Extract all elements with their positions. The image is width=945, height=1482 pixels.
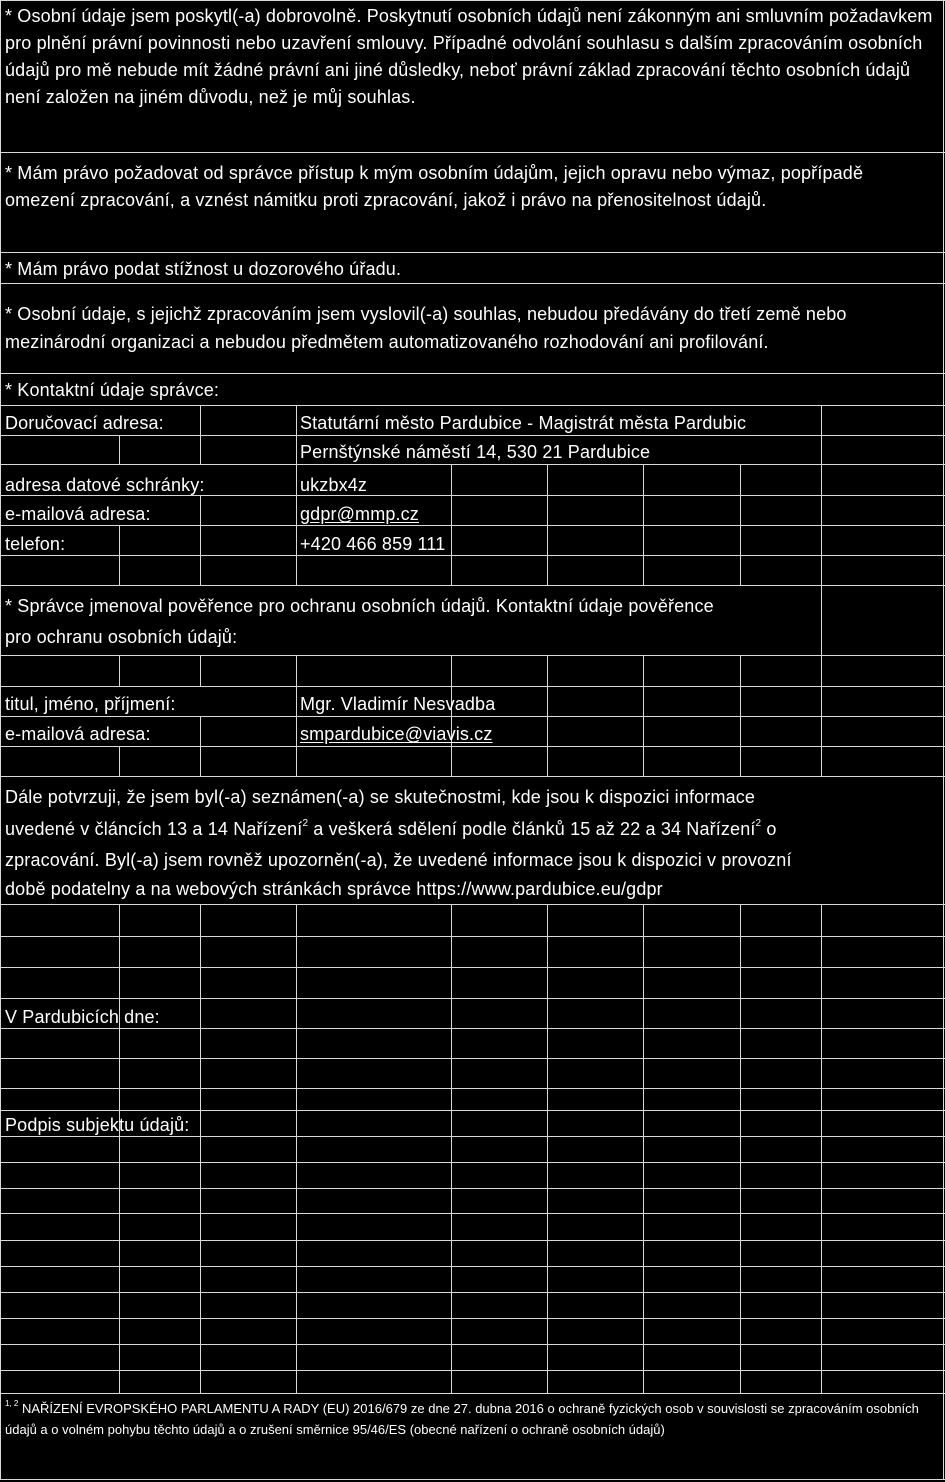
grid-col-line (296, 686, 297, 746)
grid-col-line (200, 495, 201, 525)
grid-row-line (0, 1213, 945, 1214)
grid-col-line (740, 998, 741, 1028)
grid-col-line (821, 1028, 822, 1110)
grid-row-line (0, 998, 945, 999)
grid-col-line (821, 998, 822, 1028)
grid-row-line (0, 936, 945, 937)
controller-email-label: e-mailová adresa: (5, 504, 151, 524)
grid-col-line (200, 1136, 201, 1393)
grid-col-line (943, 0, 944, 1480)
grid-col-line (296, 1136, 297, 1393)
grid-row-line (0, 1292, 945, 1293)
grid-col-line (821, 585, 822, 655)
grid-col-line (451, 1136, 452, 1393)
grid-col-line (643, 464, 644, 585)
grid-row-line (0, 776, 945, 777)
grid-col-line (740, 1136, 741, 1393)
dpo-email-label: e-mailová adresa: (5, 724, 151, 744)
confirmation-line2 (5, 816, 777, 842)
grid-row-line (0, 1479, 945, 1480)
grid-col-line (296, 655, 297, 686)
grid-row-line (0, 1058, 945, 1059)
grid-col-line (821, 746, 822, 776)
confirmation-line2-b: a veškerá sdělení podle článků 15 až 22 a 34 Nařízení (308, 819, 756, 839)
grid-col-line (451, 904, 452, 998)
grid-col-line (200, 1110, 201, 1136)
grid-col-line (200, 746, 201, 776)
grid-col-line (451, 464, 452, 585)
grid-row-line (0, 1162, 945, 1163)
dpo-intro-line2: pro ochranu osobních údajů: (5, 627, 238, 647)
complaint-paragraph: * Mám právo podat stížnost u dozorového úřadu. (5, 259, 402, 279)
grid-col-line (547, 686, 548, 746)
grid-col-line (296, 464, 297, 585)
grid-col-line (643, 1028, 644, 1110)
signature-label: Podpis subjektu údajů: (5, 1115, 190, 1135)
grid-col-line (200, 998, 201, 1028)
grid-row-line (0, 152, 945, 153)
controller-email-link[interactable]: gdpr@mmp.cz (300, 504, 419, 524)
grid-row-line (0, 585, 945, 586)
grid-col-line (547, 1110, 548, 1136)
place-date-label: V Pardubicích dne: (5, 1007, 160, 1027)
grid-col-line (821, 464, 822, 585)
grid-col-line (200, 525, 201, 585)
grid-col-line (547, 464, 548, 585)
databox-value: ukzbx4z (300, 475, 368, 495)
consent-paragraph: * Osobní údaje jsem poskytl(-a) dobrovolně. Poskytnutí osobních údajů není zákonným ani smluvním požadavkem pro plnění právní povinnosti nebo uzavření smlouvy. Případné odvolání souhlasu s dalším zpracováním osobních údajů pro mě nebude mít žádné právní ani jiné důsledky, neboť právní základ zpracování těchto osobních údajů není založen na jiném důvodu, než je můj souhlas. (5, 6, 933, 107)
grid-col-line (821, 904, 822, 998)
address-line1: Statutární město Pardubice - Magistrát města Pardubic (300, 413, 747, 433)
address-label: Doručovací adresa: (5, 413, 164, 433)
grid-row-line (0, 655, 945, 656)
footnote-marker: 1, 2 (5, 1398, 19, 1408)
confirmation-line2-a: uvedené v článcích 13 a 14 Nařízení (5, 819, 303, 839)
grid-col-line (547, 904, 548, 998)
footnote-ref-1: 2 (302, 818, 309, 829)
grid-col-line (643, 655, 644, 686)
footnote-ref-2: 2 (755, 818, 762, 829)
grid-col-line (200, 716, 201, 746)
grid-col-line (821, 1110, 822, 1136)
grid-col-line (296, 746, 297, 776)
grid-col-line (740, 746, 741, 776)
grid-col-line (451, 746, 452, 776)
grid-col-line (119, 435, 120, 464)
grid-col-line (643, 1136, 644, 1393)
grid-col-line (119, 1028, 120, 1110)
grid-col-line (547, 998, 548, 1028)
grid-row-line (0, 1344, 945, 1345)
grid-col-line (119, 746, 120, 776)
grid-row-line (0, 1318, 945, 1319)
transfer-paragraph: * Osobní údaje, s jejichž zpracováním jsem vyslovil(-a) souhlas, nebudou předávány do třetí země nebo mezinárodní organizaci a nebudou předmětem automatizovaného rozhodování ani profilování. (5, 304, 847, 352)
grid-col-line (296, 998, 297, 1028)
grid-col-line (547, 1028, 548, 1110)
grid-col-line (0, 0, 1, 1480)
grid-col-line (296, 1028, 297, 1110)
grid-col-line (451, 1028, 452, 1110)
grid-row-line (0, 1393, 945, 1394)
grid-row-line (0, 1088, 945, 1089)
grid-col-line (296, 1110, 297, 1136)
confirmation-line4: době podatelny a na webových stránkách správce https://www.pardubice.eu/gdpr (5, 879, 663, 899)
grid-col-line (200, 405, 201, 464)
dpo-email-link[interactable]: smpardubice@viavis.cz (300, 724, 493, 744)
grid-row-line (0, 283, 945, 284)
grid-col-line (740, 1110, 741, 1136)
confirmation-line3: zpracování. Byl(-a) jsem rovněž upozorněn(-a), že uvedené informace jsou k dispozici v provozní (5, 850, 792, 870)
footnote-text: NAŘÍZENÍ EVROPSKÉHO PARLAMENTU A RADY (EU) 2016/679 ze dne 27. dubna 2016 o ochraně fyzických osob v souvislosti se zpracováním osobních údajů a o volném pohybu těchto údajů a o zrušení směrnice 95/46/ES (obecné nařízení o ochraně osobních údajů) (5, 1401, 919, 1437)
grid-col-line (821, 655, 822, 686)
grid-col-line (740, 686, 741, 746)
footnote (5, 1398, 935, 1440)
grid-col-line (296, 405, 297, 464)
phone-value: +420 466 859 111 (300, 534, 446, 554)
grid-col-line (547, 746, 548, 776)
grid-row-line (0, 967, 945, 968)
databox-label: adresa datové schránky: (5, 475, 205, 495)
grid-row-line (0, 1188, 945, 1189)
dpo-intro-line1: * Správce jmenoval pověřence pro ochranu osobních údajů. Kontaktní údaje pověřence (5, 596, 714, 616)
grid-row-line (0, 252, 945, 253)
grid-col-line (451, 1110, 452, 1136)
grid-row-line (0, 1370, 945, 1371)
address-line2: Pernštýnské náměstí 14, 530 21 Pardubice (300, 442, 651, 462)
grid-col-line (821, 405, 822, 464)
grid-col-line (740, 655, 741, 686)
grid-row-line (0, 1110, 945, 1111)
confirmation-line2-c: o (761, 819, 777, 839)
grid-row-line (0, 1240, 945, 1241)
grid-row-line (0, 904, 945, 905)
grid-col-line (821, 686, 822, 746)
grid-col-line (643, 746, 644, 776)
confirmation-line1: Dále potvrzuji, že jsem byl(-a) seznámen(-a) se skutečnostmi, kde jsou k dispozici informace (5, 787, 756, 807)
grid-col-line (451, 655, 452, 686)
grid-col-line (119, 904, 120, 998)
controller-heading: * Kontaktní údaje správce: (5, 380, 220, 400)
grid-row-line (0, 1266, 945, 1267)
grid-col-line (119, 1136, 120, 1393)
grid-col-line (740, 904, 741, 998)
grid-col-line (643, 686, 644, 746)
grid-row-line (0, 405, 945, 406)
grid-col-line (547, 1136, 548, 1393)
grid-col-line (643, 904, 644, 998)
grid-col-line (296, 904, 297, 998)
grid-row-line (0, 373, 945, 374)
grid-col-line (451, 998, 452, 1028)
grid-col-line (200, 904, 201, 998)
grid-row-line (0, 686, 945, 687)
grid-col-line (643, 998, 644, 1028)
grid-col-line (821, 1136, 822, 1393)
grid-col-line (643, 1110, 644, 1136)
grid-col-line (200, 1028, 201, 1110)
grid-col-line (740, 1028, 741, 1110)
grid-col-line (119, 655, 120, 686)
grid-col-line (547, 655, 548, 686)
grid-row-line (0, 0, 945, 1)
grid-col-line (119, 525, 120, 585)
rights-paragraph: * Mám právo požadovat od správce přístup k mým osobním údajům, jejich opravu nebo výmaz, popřípadě omezení zpracování, a vznést námitku proti zpracování, jakož i právo na přenositelnost údajů. (5, 163, 864, 210)
grid-col-line (200, 655, 201, 686)
dpo-name-value: Mgr. Vladimír Nesvadba (300, 694, 496, 714)
phone-label: telefon: (5, 534, 66, 554)
grid-row-line (0, 555, 945, 556)
grid-col-line (740, 464, 741, 585)
dpo-name-label: titul, jméno, příjmení: (5, 694, 176, 714)
